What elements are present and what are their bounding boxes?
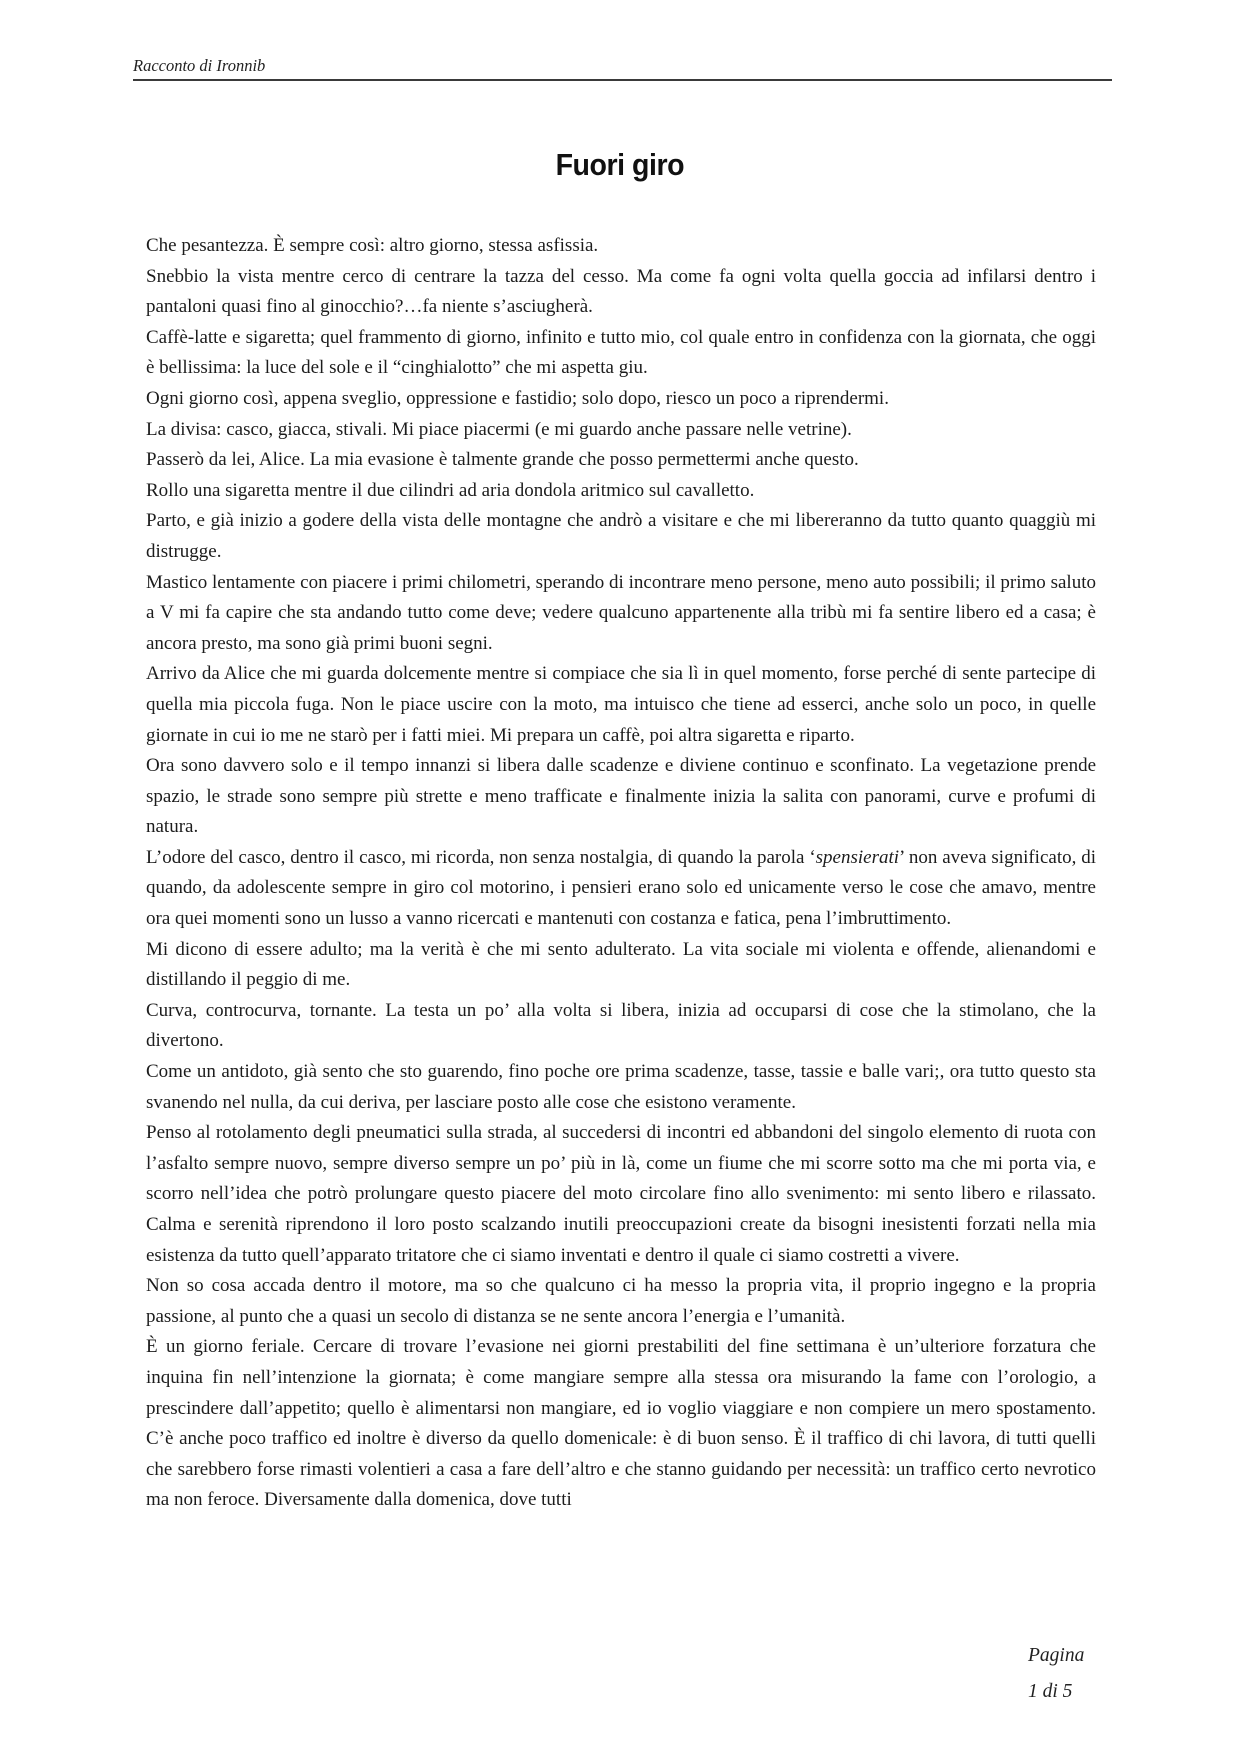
- paragraph: [146, 843, 1096, 935]
- paragraph: Come un antidoto, già sento che sto guarendo, fino poche ore prima scadenze, tasse, tassie e balle vari;, ora tutto questo sta svanendo nel nulla, da cui deriva, per lasciare posto alle cose che esistono veramente.: [146, 1061, 1096, 1113]
- paragraph: Mastico lentamente con piacere i primi chilometri, sperando di incontrare meno persone, meno auto possibili; il primo saluto a V mi fa capire che sta andando tutto come deve; vedere qualcuno appartenente alla tribù mi fa sentire libero ed a casa; è ancora presto, ma sono già primi buoni segni.: [146, 571, 1096, 654]
- paragraph: Curva, controcurva, tornante. La testa un po’ alla volta si libera, inizia ad occuparsi di cose che la stimolano, che la divertono.: [146, 999, 1096, 1052]
- paragraph: È un giorno feriale. Cercare di trovare l’evasione nei giorni prestabiliti del fine settimana è un’ulteriore forzatura che inquina fin nell’intenzione la giornata; è come mangiare sempre alla stessa ora misurando la fame con l’orologio, a prescindere dall’appetito; quello è alimentarsi non mangiare, ed io voglio viaggiare e non compiere un mero spostamento. C’è anche poco traffico ed inoltre è diverso da quello domenicale: è di buon senso. È il traffico di chi lavora, di tutti quelli che sarebbero forse rimasti volentieri a casa a fare dell’altro e che stanno guidando per necessità: un traffico certo nevrotico ma non feroce. Diversamente dalla domenica, dove tutti: [146, 1336, 1096, 1511]
- footer-page-number: 1 di 5: [1028, 1681, 1073, 1702]
- paragraph: La divisa: casco, giacca, stivali. Mi piace piacermi (e mi guardo anche passare nelle vetrine).: [146, 418, 852, 440]
- page-header: [133, 56, 1112, 81]
- document-body: [146, 231, 1096, 1516]
- paragraph: Mi dicono di essere adulto; ma la verità è che mi sento adulterato. La vita sociale mi violenta e offende, alienandomi e distillando il peggio di me.: [146, 938, 1096, 991]
- paragraph: Non so cosa accada dentro il motore, ma so che qualcuno ci ha messo la propria vita, il proprio ingegno e la propria passione, al punto che a quasi un secolo di distanza se ne sente ancora l’energia e l’umanità.: [146, 1275, 1096, 1327]
- italic-word: spensierati: [815, 846, 900, 868]
- paragraph-text: L’odore del casco, dentro il casco, mi ricorda, non senza nostalgia, di quando la parola ‘: [146, 846, 816, 868]
- paragraph-text: ’ non aveva significato, di quando, da adolescente sempre in giro col motorino, i pensieri erano solo ed unicamente verso le cose che amavo, mentre ora quei momenti sono un lusso a vanno ricercati e mantenuti con costanza e fatica, pena l’imbruttimento.: [146, 846, 1096, 930]
- header-author: Racconto di Ironnib: [133, 56, 266, 75]
- paragraph: Rollo una sigaretta mentre il due cilindri ad aria dondola aritmico sul cavalletto.: [146, 479, 755, 501]
- paragraph: Snebbio la vista mentre cerco di centrare la tazza del cesso. Ma come fa ogni volta quella goccia ad infilarsi dentro i pantaloni quasi fino al ginocchio?…fa niente s’asciugherà.: [146, 265, 1096, 318]
- footer-label: Pagina: [1028, 1645, 1085, 1666]
- paragraph: Passerò da lei, Alice. La mia evasione è talmente grande che posso permettermi anche questo.: [146, 449, 859, 471]
- page-title: Fuori giro: [555, 147, 685, 182]
- page-footer: [1028, 1638, 1084, 1710]
- paragraph: Ogni giorno così, appena sveglio, oppressione e fastidio; solo dopo, riesco un poco a riprendermi.: [146, 387, 889, 409]
- paragraph: Arrivo da Alice che mi guarda dolcemente mentre si compiace che sia lì in quel momento, forse perché di sente partecipe di quella mia piccola fuga. Non le piace uscire con la moto, ma intuisco che tiene ad esserci, anche solo un poco, in quelle giornate in cui io me ne starò per i fatti miei. Mi prepara un caffè, poi altra sigaretta e riparto.: [146, 663, 1096, 746]
- paragraph: Caffè-latte e sigaretta; quel frammento di giorno, infinito e tutto mio, col quale entro in confidenza con la giornata, che oggi è bellissima: la luce del sole e il “cinghialotto” che mi aspetta giu.: [146, 326, 1096, 379]
- paragraph: Ora sono davvero solo e il tempo innanzi si libera dalle scadenze e diviene continuo e sconfinato. La vegetazione prende spazio, le strade sono sempre più strette e meno trafficate e finalmente inizia la salita con panorami, curve e profumi di natura.: [146, 755, 1096, 838]
- paragraph: Parto, e già inizio a godere della vista delle montagne che andrò a visitare e che mi libereranno da tutto quanto quaggiù mi distrugge.: [146, 510, 1096, 562]
- paragraph: Penso al rotolamento degli pneumatici sulla strada, al succedersi di incontri ed abbandoni del singolo elemento di ruota con l’asfalto sempre nuovo, sempre diverso sempre un po’ più in là, come un fiume che mi scorre sotto ma che mi porta via, e scorro nell’idea che potrò prolungare questo piacere del moto circolare fino allo svenimento: mi sento libero e rilassato. Calma e serenità riprendono il loro posto scalzando inutili preoccupazioni create da bisogni inesistenti forzati nella mia esistenza da tutto quell’apparato tritatore che ci siamo inventati e dentro il quale ci siamo costretti a vivere.: [146, 1122, 1096, 1266]
- paragraph: Che pesantezza. È sempre così: altro giorno, stessa asfissia.: [146, 235, 599, 256]
